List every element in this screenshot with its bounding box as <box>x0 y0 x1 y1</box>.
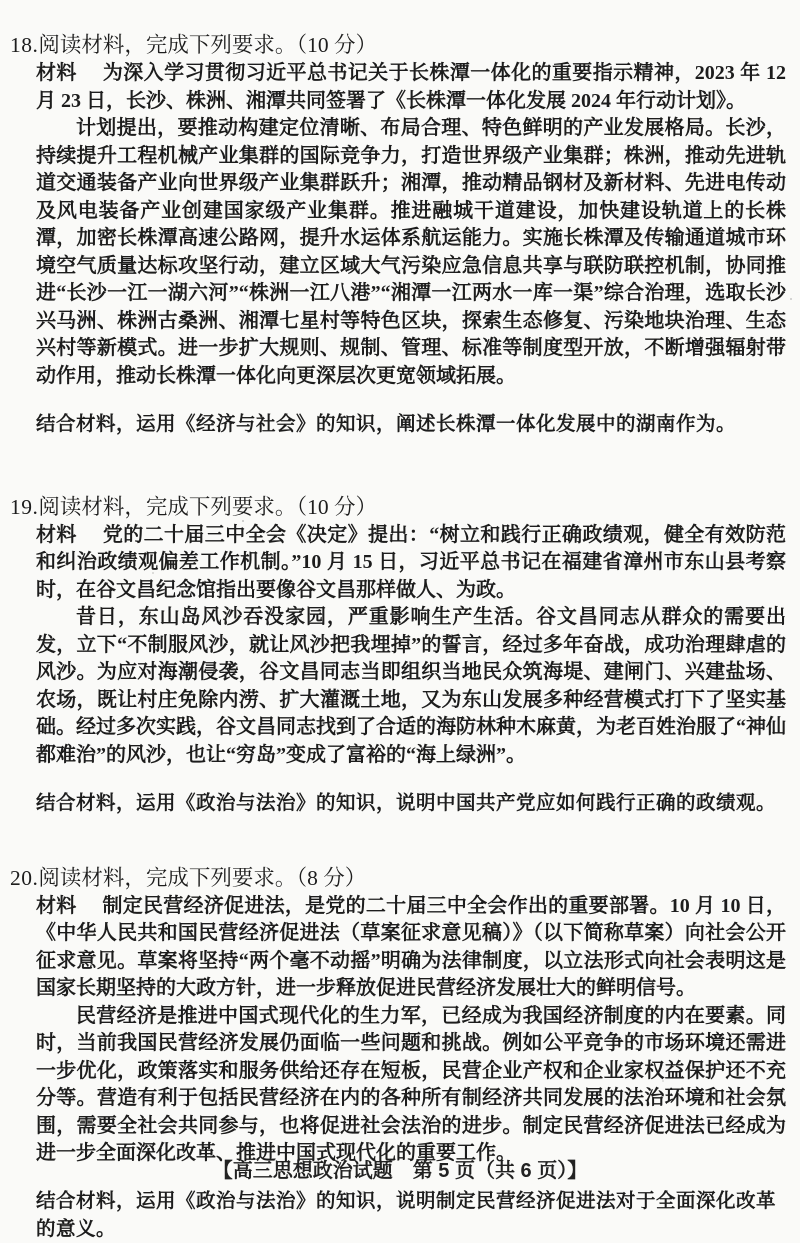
question-19-task: 结合材料，运用《政治与法治》的知识，说明中国共产党应如何践行正确的政绩观。 <box>36 789 786 817</box>
material-label: 材料 <box>36 62 77 84</box>
question-19-header-text: 阅读材料，完成下列要求。（10 分） <box>38 495 377 519</box>
question-20-task: 结合材料，运用《政治与法治》的知识，说明制定民营经济促进法对于全面深化改革的意义。 <box>36 1187 786 1243</box>
question-18 <box>10 30 786 438</box>
question-20-header-text: 阅读材料，完成下列要求。（8 分） <box>38 866 366 890</box>
question-18-number: 18. <box>10 33 38 57</box>
question-19 <box>10 492 786 817</box>
body-paragraph: 昔日，东山岛风沙吞没家园，严重影响生产生活。谷文昌同志从群众的需要出发，立下“不制服风沙，就让风沙把我埋掉”的誓言，经过多年奋战，成功治理肆虐的风沙。为应对海潮侵袭，谷文昌同志当即组织当地民众筑海堤、建闸门、兴建盐场、农场，既让村庄免除内涝、扩大灌溉土地，又为东山发展多种经营模式打下了坚实基础。经过多次实践，谷文昌同志找到了合适的海防林种木麻黄，为老百姓治服了“神仙都难治”的风沙，也让“穷岛”变成了富裕的“海上绿洲”。 <box>36 604 786 769</box>
question-20 <box>10 863 786 1243</box>
question-20-number: 20. <box>10 866 38 890</box>
page-footer: 【高三思想政治试题 第 5 页（共 6 页）】 <box>0 1154 800 1183</box>
material-label: 材料 <box>36 524 77 546</box>
question-18-body <box>36 60 786 390</box>
question-19-number: 19. <box>10 495 38 519</box>
question-18-header <box>10 30 786 60</box>
material-text: 为深入学习贯彻习近平总书记关于长株潭一体化的重要指示精神，2023 年 12 月 23 日，长沙、株洲、湘潭共同签署了《长株潭一体化发展 2024 年行动计划》。 <box>36 62 786 112</box>
material-paragraph <box>36 60 786 115</box>
material-paragraph <box>36 522 786 605</box>
question-18-task: 结合材料，运用《经济与社会》的知识，阐述长株潭一体化发展中的湖南作为。 <box>36 410 786 438</box>
material-label: 材料 <box>36 895 77 917</box>
material-paragraph <box>36 893 786 1003</box>
question-20-header <box>10 863 786 893</box>
question-18-header-text: 阅读材料，完成下列要求。（10 分） <box>38 33 377 57</box>
body-paragraph: 民营经济是推进中国式现代化的生力军，已经成为我国经济制度的内在要素。同时，当前我国民营经济发展仍面临一些问题和挑战。例如公平竞争的市场环境还需进一步优化，政策落实和服务供给还存在短板，民营企业产权和企业家权益保护还不充分等。营造有利于包括民营经济在内的各种所有制经济共同发展的法治环境和社会氛围，需要全社会共同参与，也将促进社会法治的进步。制定民营经济促进法已经成为进一步全面深化改革、推进中国式现代化的重要工作。 <box>36 1003 786 1168</box>
body-paragraph: 计划提出，要推动构建定位清晰、布局合理、特色鲜明的产业发展格局。长沙，持续提升工程机械产业集群的国际竞争力，打造世界级产业集群；株洲，推动先进轨道交通装备产业向世界级产业集群跃升；湘潭，推动精品钢材及新材料、先进电传动及风电装备产业创建国家级产业集群。推进融城干道建设，加快建设轨道上的长株潭，加密长株潭高速公路网，提升水运体系航运能力。实施长株潭及传输通道城市环境空气质量达标攻坚行动，建立区域大气污染应急信息共享与联防联控机制，协同推进“长沙一江一湖六河”“株洲一江八港”“湘潭一江两水一库一渠”综合治理，选取长沙兴马洲、株洲古桑洲、湘潭七星村等特色区块，探索生态修复、污染地块治理、生态兴村等新模式。进一步扩大规则、规制、管理、标准等制度型开放，不断增强辐射带动作用，推动长株潭一体化向更深层次更宽领域拓展。 <box>36 115 786 390</box>
material-text: 制定民营经济促进法，是党的二十届三中全会作出的重要部署。10 月 10 日，《中华人民共和国民营经济促进法（草案征求意见稿）》（以下简称草案）向社会公开征求意见。草案将坚持“两个毫不动摇”明确为法律制度，以立法形式向社会表明这是国家长期坚持的大政方针，进一步释放促进民营经济发展壮大的鲜明信号。 <box>36 895 786 1000</box>
question-19-body <box>36 522 786 770</box>
material-text: 党的二十届三中全会《决定》提出：“树立和践行正确政绩观，健全有效防范和纠治政绩观偏差工作机制。”10 月 15 日，习近平总书记在福建省漳州市东山县考察时，在谷文昌纪念馆指出要像谷文昌那样做人、为政。 <box>36 524 786 601</box>
question-20-body <box>36 893 786 1168</box>
question-19-header <box>10 492 786 522</box>
